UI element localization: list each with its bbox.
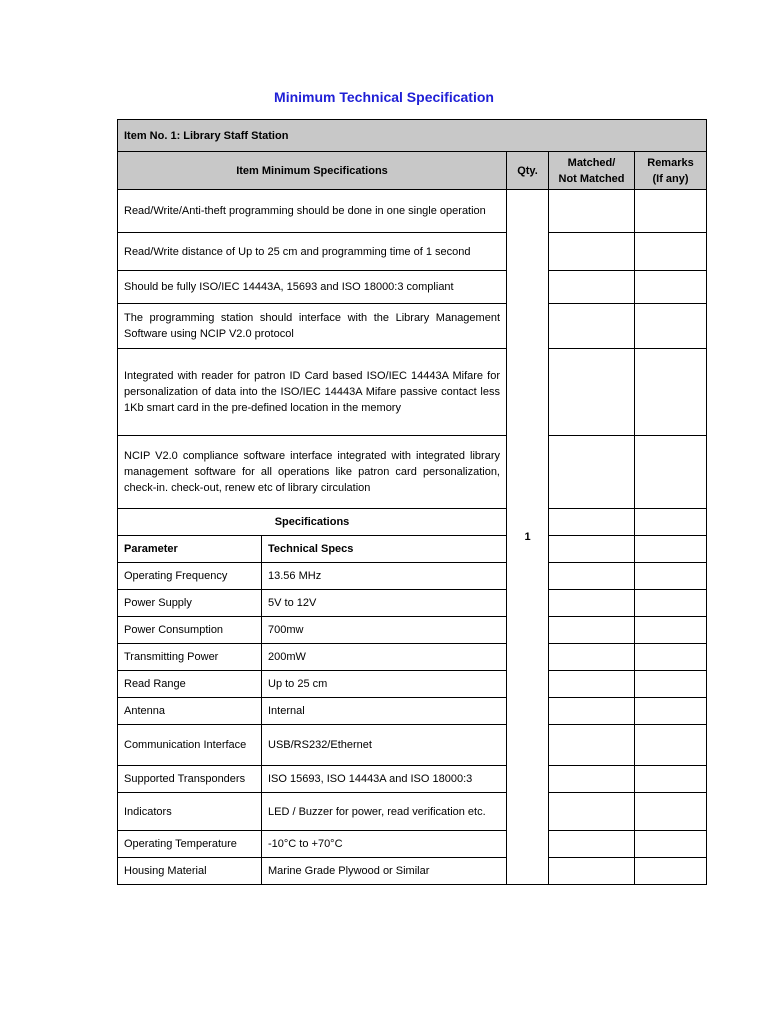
requirement-row [118, 349, 707, 436]
requirement-row [118, 233, 707, 271]
param-header-row [118, 536, 707, 563]
column-header-matched: Matched/ Not Matched [549, 152, 635, 190]
param-value: 13.56 MHz [262, 563, 507, 590]
param-row [118, 590, 707, 617]
param-name: Housing Material [118, 858, 262, 885]
param-value: 700mw [262, 617, 507, 644]
remarks-cell[interactable] [635, 509, 707, 536]
requirement-text: The programming station should interface with the Library Management Software using NCIP V2.0 protocol [118, 304, 507, 349]
matched-cell[interactable] [549, 831, 635, 858]
remarks-cell[interactable] [635, 793, 707, 831]
param-row [118, 644, 707, 671]
matched-cell[interactable] [549, 304, 635, 349]
item-header-row [118, 120, 707, 152]
param-name: Operating Temperature [118, 831, 262, 858]
param-row [118, 831, 707, 858]
param-value: USB/RS232/Ethernet [262, 725, 507, 766]
requirement-text: Should be fully ISO/IEC 14443A, 15693 and ISO 18000:3 compliant [118, 271, 507, 304]
param-row [118, 858, 707, 885]
remarks-cell[interactable] [635, 858, 707, 885]
param-header: Parameter [118, 536, 262, 563]
specifications-heading-row [118, 509, 707, 536]
specifications-heading: Specifications [118, 509, 507, 536]
param-row [118, 698, 707, 725]
param-value: LED / Buzzer for power, read verification etc. [262, 793, 507, 831]
requirement-row [118, 304, 707, 349]
matched-cell[interactable] [549, 644, 635, 671]
remarks-cell[interactable] [635, 436, 707, 509]
param-name: Power Consumption [118, 617, 262, 644]
spec-table [117, 119, 707, 885]
remarks-cell[interactable] [635, 617, 707, 644]
remarks-cell[interactable] [635, 725, 707, 766]
param-value: 5V to 12V [262, 590, 507, 617]
param-name: Read Range [118, 671, 262, 698]
matched-cell[interactable] [549, 536, 635, 563]
remarks-cell[interactable] [635, 190, 707, 233]
remarks-cell[interactable] [635, 233, 707, 271]
remarks-cell[interactable] [635, 766, 707, 793]
param-value: Marine Grade Plywood or Similar [262, 858, 507, 885]
matched-cell[interactable] [549, 793, 635, 831]
param-name: Operating Frequency [118, 563, 262, 590]
remarks-cell[interactable] [635, 536, 707, 563]
remarks-cell[interactable] [635, 349, 707, 436]
param-name: Transmitting Power [118, 644, 262, 671]
param-row [118, 617, 707, 644]
matched-cell[interactable] [549, 509, 635, 536]
remarks-cell[interactable] [635, 271, 707, 304]
matched-cell[interactable] [549, 233, 635, 271]
param-value: Up to 25 cm [262, 671, 507, 698]
column-header-row [118, 152, 707, 190]
qty-value: 1 [507, 190, 549, 885]
matched-cell[interactable] [549, 671, 635, 698]
param-row [118, 766, 707, 793]
requirement-text: NCIP V2.0 compliance software interface integrated with integrated library management software for all operations like patron card personalization, check-in. check-out, renew etc of library circulation [118, 436, 507, 509]
param-row [118, 563, 707, 590]
matched-cell[interactable] [549, 190, 635, 233]
matched-cell[interactable] [549, 563, 635, 590]
matched-cell[interactable] [549, 436, 635, 509]
remarks-cell[interactable] [635, 590, 707, 617]
matched-cell[interactable] [549, 349, 635, 436]
tech-header: Technical Specs [262, 536, 507, 563]
matched-cell[interactable] [549, 271, 635, 304]
column-header-spec: Item Minimum Specifications [118, 152, 507, 190]
column-header-qty: Qty. [507, 152, 549, 190]
matched-cell[interactable] [549, 766, 635, 793]
param-name: Power Supply [118, 590, 262, 617]
param-value: ISO 15693, ISO 14443A and ISO 18000:3 [262, 766, 507, 793]
remarks-cell[interactable] [635, 304, 707, 349]
remarks-cell[interactable] [635, 671, 707, 698]
requirement-text: Read/Write distance of Up to 25 cm and programming time of 1 second [118, 233, 507, 271]
matched-cell[interactable] [549, 698, 635, 725]
param-value: -10°C to +70°C [262, 831, 507, 858]
column-header-remarks: Remarks (If any) [635, 152, 707, 190]
page-title: Minimum Technical Specification [274, 89, 494, 105]
matched-cell[interactable] [549, 725, 635, 766]
requirement-row [118, 190, 707, 233]
matched-cell[interactable] [549, 590, 635, 617]
param-row [118, 793, 707, 831]
param-name: Antenna [118, 698, 262, 725]
remarks-cell[interactable] [635, 563, 707, 590]
param-name: Communication Interface [118, 725, 262, 766]
remarks-cell[interactable] [635, 644, 707, 671]
requirement-row [118, 271, 707, 304]
param-value: 200mW [262, 644, 507, 671]
param-name: Supported Transponders [118, 766, 262, 793]
param-row [118, 725, 707, 766]
requirement-row [118, 436, 707, 509]
matched-cell[interactable] [549, 617, 635, 644]
param-value: Internal [262, 698, 507, 725]
matched-cell[interactable] [549, 858, 635, 885]
remarks-cell[interactable] [635, 698, 707, 725]
param-row [118, 671, 707, 698]
requirement-text: Read/Write/Anti-theft programming should be done in one single operation [118, 190, 507, 233]
requirement-text: Integrated with reader for patron ID Card based ISO/IEC 14443A Mifare for personalization of data into the ISO/IEC 14443A Mifare passive contact less 1Kb smart card in the pre-defined location in the memory [118, 349, 507, 436]
param-name: Indicators [118, 793, 262, 831]
item-header: Item No. 1: Library Staff Station [118, 120, 707, 152]
remarks-cell[interactable] [635, 831, 707, 858]
